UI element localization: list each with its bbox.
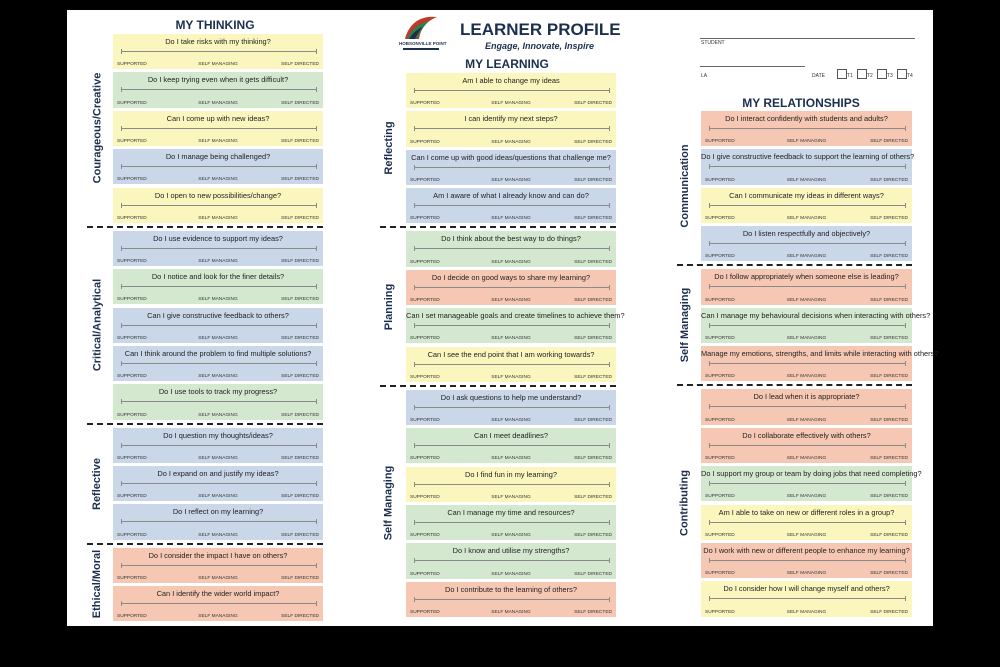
section-divider (87, 226, 323, 228)
rating-scale-line[interactable] (709, 598, 906, 599)
scale-label-self-managing: SELF MANAGING (786, 335, 827, 341)
rubric-item-my-relationships-0-3[interactable] (701, 226, 912, 261)
scale-label-self-directed: SELF DIRECTED (281, 412, 319, 418)
question-text: Can I see the end point that I am working towards? (427, 349, 595, 359)
scale-label-supported: SUPPORTED (117, 138, 147, 144)
rubric-item-my-learning-1-1[interactable] (406, 270, 616, 305)
scale-label-self-directed: SELF DIRECTED (870, 374, 908, 380)
rating-scale-line[interactable] (709, 445, 906, 446)
scale-label-self-directed: SELF DIRECTED (574, 456, 612, 462)
scale-label-self-managing: SELF MANAGING (786, 139, 827, 145)
rubric-item-my-thinking-0-4[interactable] (113, 188, 323, 223)
rubric-item-my-relationships-2-5[interactable] (701, 581, 912, 616)
question-text: Do I decide on good ways to share my learning? (431, 272, 591, 282)
question-text: Manage my emotions, strengths, and limits while interacting with others? (701, 349, 939, 359)
rating-scale-line[interactable] (709, 560, 906, 561)
scale-label-self-directed: SELF DIRECTED (281, 374, 319, 380)
scale-label-self-directed: SELF DIRECTED (574, 494, 612, 500)
question-text: Can I communicate my ideas in different ways? (729, 190, 884, 200)
rating-scale-line[interactable] (121, 128, 317, 129)
scale-label-supported: SUPPORTED (705, 139, 735, 145)
scale-label-self-managing: SELF MANAGING (786, 532, 827, 538)
section-label-ethical-moral: Ethical/Moral (91, 550, 103, 619)
question-text: Do I think about the best way to do things? (441, 234, 581, 244)
section-divider (87, 423, 323, 425)
scale-label-self-managing: SELF MANAGING (198, 614, 238, 620)
scale-label-self-managing: SELF MANAGING (198, 494, 238, 500)
rubric-item-my-relationships-0-0[interactable] (701, 111, 912, 146)
question-text: Do I contribute to the learning of others? (445, 584, 577, 594)
section-divider (380, 385, 616, 387)
section-divider (380, 226, 616, 228)
question-text: Can I think around the problem to find multiple solutions? (124, 349, 312, 358)
scale-label-self-managing: SELF MANAGING (198, 62, 238, 68)
scale-label-supported: SUPPORTED (410, 494, 440, 500)
scale-label-self-managing: SELF MANAGING (786, 254, 827, 260)
rubric-item-my-thinking-0-1[interactable] (113, 72, 323, 107)
scale-label-self-managing: SELF MANAGING (491, 177, 531, 183)
scale-label-self-directed: SELF DIRECTED (574, 259, 612, 265)
scale-label-self-directed: SELF DIRECTED (870, 609, 908, 615)
scale-label-supported: SUPPORTED (117, 614, 147, 620)
scale-label-self-managing: SELF MANAGING (786, 494, 827, 500)
rating-scale-line[interactable] (414, 90, 610, 91)
scale-label-self-directed: SELF DIRECTED (281, 177, 319, 183)
scale-label-supported: SUPPORTED (117, 215, 147, 221)
rating-scale-line[interactable] (414, 128, 610, 129)
scale-label-self-directed: SELF DIRECTED (281, 62, 319, 68)
scale-label-supported: SUPPORTED (117, 575, 147, 581)
scale-label-self-directed: SELF DIRECTED (281, 100, 319, 106)
scale-label-supported: SUPPORTED (117, 374, 147, 380)
rubric-item-my-learning-1-0[interactable] (406, 231, 616, 266)
scale-label-self-managing: SELF MANAGING (491, 259, 531, 265)
scale-label-supported: SUPPORTED (705, 532, 735, 538)
column-title-my-learning: MY LEARNING (465, 57, 549, 71)
la-line[interactable] (700, 66, 805, 67)
scale-label-self-managing: SELF MANAGING (491, 336, 531, 342)
column-title-my-relationships: MY RELATIONSHIPS (742, 96, 860, 110)
scale-label-self-managing: SELF MANAGING (198, 297, 238, 303)
question-text: Do I notice and look for the finer details? (151, 272, 285, 282)
question-text: Can I meet deadlines? (474, 431, 548, 441)
scale-label-self-managing: SELF MANAGING (491, 297, 531, 303)
scale-label-self-directed: SELF DIRECTED (281, 138, 319, 144)
scale-label-supported: SUPPORTED (410, 609, 440, 615)
logo-bird-icon (403, 13, 439, 43)
term-4-label: T4 (907, 73, 913, 79)
rating-scale-line[interactable] (709, 325, 906, 326)
rating-scale-line[interactable] (414, 599, 610, 600)
rating-scale-line[interactable] (709, 406, 906, 407)
scale-label-self-managing: SELF MANAGING (491, 216, 531, 222)
term-4-checkbox[interactable] (897, 69, 907, 79)
question-text: Do I use evidence to support my ideas? (153, 233, 283, 243)
rating-scale-line[interactable] (414, 484, 610, 485)
scale-label-self-managing: SELF MANAGING (198, 177, 238, 183)
scale-label-self-managing: SELF MANAGING (786, 609, 827, 615)
question-text: Do I keep trying even when it gets difficult? (147, 75, 289, 85)
question-text: Do I find fun in my learning? (464, 469, 558, 479)
rating-scale-line[interactable] (709, 286, 906, 287)
rating-scale-line[interactable] (121, 89, 317, 90)
rating-scale-line[interactable] (121, 445, 317, 446)
question-text: I can identify my next steps? (464, 114, 558, 124)
question-text: Can I come up with new ideas? (166, 113, 270, 123)
scale-label-self-managing: SELF MANAGING (198, 532, 238, 538)
scale-label-supported: SUPPORTED (410, 374, 440, 380)
rating-scale-line[interactable] (709, 522, 906, 523)
section-divider (677, 264, 912, 266)
question-text: Do I work with new or different people to enhance my learning? (703, 546, 910, 555)
scale-label-supported: SUPPORTED (117, 335, 147, 341)
scale-label-supported: SUPPORTED (410, 417, 440, 423)
term-1-checkbox[interactable] (837, 69, 847, 79)
page-subtitle: Engage, Innovate, Inspire (485, 41, 595, 51)
scale-label-self-directed: SELF DIRECTED (281, 335, 319, 341)
question-text: Can I manage my time and resources? (447, 508, 575, 517)
scale-label-self-directed: SELF DIRECTED (870, 532, 908, 538)
scale-label-supported: SUPPORTED (410, 456, 440, 462)
rubric-item-my-thinking-2-0[interactable] (113, 428, 323, 463)
scale-label-self-directed: SELF DIRECTED (281, 215, 319, 221)
question-text: Do I lead when it is appropriate? (753, 392, 860, 402)
scale-label-supported: SUPPORTED (705, 374, 735, 380)
rating-scale-line[interactable] (121, 565, 317, 566)
scale-label-supported: SUPPORTED (410, 177, 440, 183)
question-text: Can I give constructive feedback to others? (147, 310, 289, 320)
date-label: DATE (812, 73, 825, 79)
scale-label-supported: SUPPORTED (410, 336, 440, 342)
rubric-item-my-relationships-2-0[interactable] (701, 389, 912, 424)
scale-label-self-directed: SELF DIRECTED (574, 571, 612, 577)
scale-label-self-managing: SELF MANAGING (491, 456, 531, 462)
scale-label-self-managing: SELF MANAGING (786, 571, 827, 577)
scale-label-self-directed: SELF DIRECTED (281, 494, 319, 500)
rating-scale-line[interactable] (121, 205, 317, 206)
scale-label-self-managing: SELF MANAGING (786, 297, 827, 303)
rubric-item-my-thinking-1-0[interactable] (113, 231, 323, 266)
scale-label-supported: SUPPORTED (705, 417, 735, 423)
rating-scale-line[interactable] (709, 483, 906, 484)
scale-label-self-directed: SELF DIRECTED (281, 258, 319, 264)
question-text: Do I support my group or team by doing jobs that need completing? (701, 469, 922, 479)
question-text: Do I ask questions to help me understand? (440, 392, 582, 402)
scale-label-self-directed: SELF DIRECTED (281, 614, 319, 620)
scale-label-self-directed: SELF DIRECTED (870, 571, 908, 577)
scale-label-self-directed: SELF DIRECTED (281, 532, 319, 538)
rating-scale-line[interactable] (121, 603, 317, 604)
scale-label-self-directed: SELF DIRECTED (574, 101, 612, 107)
scale-label-self-managing: SELF MANAGING (198, 412, 238, 418)
scale-label-self-directed: SELF DIRECTED (574, 417, 612, 423)
scale-label-self-managing: SELF MANAGING (198, 138, 238, 144)
term-2-label: T2 (867, 73, 873, 79)
scale-label-self-directed: SELF DIRECTED (574, 533, 612, 539)
scale-label-supported: SUPPORTED (410, 101, 440, 107)
scale-label-supported: SUPPORTED (117, 532, 147, 538)
question-text: Do I listen respectfully and objectively? (742, 229, 871, 239)
section-label-self-managing: Self Managing (679, 288, 691, 363)
question-text: Do I consider how I will change myself and others? (723, 584, 890, 594)
term-3-checkbox[interactable] (877, 69, 887, 79)
scale-label-self-managing: SELF MANAGING (491, 533, 531, 539)
rubric-item-my-learning-2-4[interactable] (406, 543, 616, 578)
scale-label-self-managing: SELF MANAGING (198, 575, 238, 581)
question-text: Can I come up with good ideas/questions that challenge me? (411, 152, 611, 162)
scale-label-supported: SUPPORTED (117, 297, 147, 303)
scale-label-self-directed: SELF DIRECTED (574, 374, 612, 380)
rubric-item-my-learning-2-2[interactable] (406, 467, 616, 502)
question-text: Do I take risks with my thinking? (165, 37, 271, 46)
scale-label-self-managing: SELF MANAGING (491, 494, 531, 500)
question-text: Can I identify the wider world impact? (156, 589, 280, 598)
question-text: Do I consider the impact I have on others? (148, 550, 288, 560)
rating-scale-line[interactable] (414, 445, 610, 446)
section-divider (677, 384, 912, 386)
rating-scale-line[interactable] (121, 363, 317, 364)
scale-label-self-directed: SELF DIRECTED (281, 297, 319, 303)
section-label-reflective: Reflective (91, 457, 103, 510)
scale-label-self-directed: SELF DIRECTED (870, 494, 908, 500)
scale-label-self-managing: SELF MANAGING (786, 177, 827, 183)
school-logo (399, 13, 447, 51)
page-title: LEARNER PROFILE (460, 20, 621, 39)
rubric-item-my-learning-0-1[interactable] (406, 111, 616, 146)
scale-label-supported: SUPPORTED (117, 494, 147, 500)
rating-scale-line[interactable] (709, 128, 906, 129)
scale-label-supported: SUPPORTED (117, 100, 147, 106)
rating-scale-line[interactable] (414, 167, 610, 168)
scale-label-supported: SUPPORTED (705, 335, 735, 341)
rating-scale-line[interactable] (121, 248, 317, 249)
rubric-item-my-relationships-0-2[interactable] (701, 188, 912, 223)
rubric-item-my-thinking-1-3[interactable] (113, 346, 323, 381)
scale-label-self-managing: SELF MANAGING (786, 455, 827, 461)
scale-label-self-directed: SELF DIRECTED (870, 335, 908, 341)
term-3-label: T3 (887, 73, 893, 79)
scale-label-self-managing: SELF MANAGING (491, 374, 531, 380)
rating-scale-line[interactable] (414, 287, 610, 288)
rating-scale-line[interactable] (709, 205, 906, 206)
scale-label-supported: SUPPORTED (705, 609, 735, 615)
rating-scale-line[interactable] (121, 286, 317, 287)
logo-text: HOBSONVILLE POINT (399, 41, 447, 46)
rubric-item-my-relationships-1-0[interactable] (701, 269, 912, 304)
scale-label-self-directed: SELF DIRECTED (870, 417, 908, 423)
rating-scale-line[interactable] (121, 325, 317, 326)
scale-label-supported: SUPPORTED (705, 455, 735, 461)
rating-scale-line[interactable] (414, 407, 610, 408)
scale-label-supported: SUPPORTED (410, 533, 440, 539)
rating-scale-line[interactable] (414, 364, 610, 365)
section-label-self-managing: Self Managing (382, 466, 395, 541)
scale-label-self-directed: SELF DIRECTED (574, 177, 612, 183)
rubric-item-my-learning-2-0[interactable] (406, 390, 616, 425)
rubric-item-my-learning-0-0[interactable] (406, 73, 616, 108)
rubric-item-my-relationships-2-1[interactable] (701, 428, 912, 463)
scale-label-self-managing: SELF MANAGING (198, 335, 238, 341)
scale-label-supported: SUPPORTED (705, 254, 735, 260)
scale-label-self-managing: SELF MANAGING (198, 455, 238, 461)
scale-label-self-directed: SELF DIRECTED (870, 139, 908, 145)
scale-label-self-directed: SELF DIRECTED (574, 139, 612, 145)
scale-label-supported: SUPPORTED (410, 259, 440, 265)
scale-label-self-directed: SELF DIRECTED (281, 575, 319, 581)
scale-label-self-directed: SELF DIRECTED (574, 336, 612, 342)
scale-label-self-directed: SELF DIRECTED (574, 216, 612, 222)
question-text: Do I expand on and justify my ideas? (157, 469, 279, 478)
scale-label-self-managing: SELF MANAGING (198, 374, 238, 380)
scale-label-self-managing: SELF MANAGING (491, 571, 531, 577)
rubric-item-my-learning-2-5[interactable] (406, 582, 616, 617)
rubric-item-my-thinking-3-1[interactable] (113, 586, 323, 621)
question-text: Am I able to change my ideas (462, 76, 560, 85)
question-text: Do I question my thoughts/ideas? (163, 430, 273, 440)
scale-label-self-managing: SELF MANAGING (198, 258, 238, 264)
rubric-item-my-thinking-1-2[interactable] (113, 308, 323, 343)
scale-label-supported: SUPPORTED (705, 494, 735, 500)
scale-label-supported: SUPPORTED (117, 258, 147, 264)
rating-scale-line[interactable] (709, 243, 906, 244)
rating-scale-line[interactable] (709, 166, 906, 167)
rubric-item-my-thinking-1-4[interactable] (113, 384, 323, 419)
section-label-planning: Planning (382, 283, 395, 330)
question-text: Do I follow appropriately when someone else is leading? (714, 272, 899, 282)
scale-label-self-directed: SELF DIRECTED (870, 455, 908, 461)
section-label-critical-analytical: Critical/Analytical (91, 279, 104, 372)
scale-label-self-directed: SELF DIRECTED (870, 297, 908, 303)
question-text: Can I manage my behavioural decisions when interacting with others? (701, 310, 931, 320)
scale-label-supported: SUPPORTED (410, 297, 440, 303)
scale-label-self-directed: SELF DIRECTED (870, 215, 908, 221)
rubric-item-my-relationships-1-1[interactable] (701, 308, 931, 343)
term-2-checkbox[interactable] (857, 69, 867, 79)
scale-label-self-directed: SELF DIRECTED (870, 254, 908, 260)
rating-scale-line[interactable] (414, 560, 610, 561)
rubric-item-my-thinking-3-0[interactable] (113, 548, 323, 583)
scale-label-self-managing: SELF MANAGING (198, 215, 238, 221)
scale-label-self-directed: SELF DIRECTED (281, 455, 319, 461)
rating-scale-line[interactable] (121, 401, 317, 402)
rubric-item-my-thinking-0-2[interactable] (113, 111, 323, 146)
rating-scale-line[interactable] (414, 325, 610, 326)
scale-label-supported: SUPPORTED (410, 571, 440, 577)
term-1-label: T1 (847, 73, 853, 79)
rating-scale-line[interactable] (414, 205, 610, 206)
rubric-item-my-thinking-0-3[interactable] (113, 149, 323, 184)
scale-label-supported: SUPPORTED (705, 177, 735, 183)
rubric-item-my-relationships-2-3[interactable] (701, 505, 912, 540)
student-line[interactable] (700, 38, 915, 39)
rubric-item-my-relationships-2-4[interactable] (701, 543, 912, 578)
rubric-item-my-learning-2-3[interactable] (406, 505, 616, 540)
scale-label-self-managing: SELF MANAGING (786, 417, 827, 423)
student-label: STUDENT (701, 40, 725, 46)
scale-label-supported: SUPPORTED (117, 177, 147, 183)
scale-label-supported: SUPPORTED (117, 62, 147, 68)
question-text: Do I know and utilise my strengths? (452, 546, 570, 556)
scale-label-self-managing: SELF MANAGING (786, 215, 827, 221)
rating-scale-line[interactable] (414, 248, 610, 249)
rating-scale-line[interactable] (121, 166, 317, 167)
scale-label-self-directed: SELF DIRECTED (574, 297, 612, 303)
scale-label-self-directed: SELF DIRECTED (574, 609, 612, 615)
question-text: Am I aware of what I already know and can do? (433, 191, 589, 201)
rating-scale-line[interactable] (709, 363, 906, 364)
rubric-item-my-learning-1-2[interactable] (406, 308, 625, 343)
rating-scale-line[interactable] (121, 521, 317, 522)
scale-label-supported: SUPPORTED (705, 571, 735, 577)
rubric-item-my-thinking-2-1[interactable] (113, 466, 323, 501)
rubric-item-my-learning-2-1[interactable] (406, 428, 616, 463)
question-text: Do I interact confidently with students and adults? (725, 114, 888, 123)
rubric-item-my-thinking-2-2[interactable] (113, 504, 323, 539)
rating-scale-line[interactable] (414, 522, 610, 523)
rubric-item-my-learning-0-2[interactable] (406, 150, 616, 185)
scale-label-supported: SUPPORTED (117, 412, 147, 418)
scale-label-self-managing: SELF MANAGING (491, 101, 531, 107)
rubric-item-my-learning-1-3[interactable] (406, 347, 616, 382)
scale-label-supported: SUPPORTED (410, 216, 440, 222)
scale-label-self-managing: SELF MANAGING (491, 417, 531, 423)
question-text: Can I set manageable goals and create timelines to achieve them? (406, 311, 625, 321)
rubric-item-my-relationships-2-2[interactable] (701, 466, 922, 501)
learner-profile-sheet (67, 10, 939, 626)
section-label-contributing: Contributing (678, 470, 691, 536)
section-label-courageous-creative: Courageous/Creative (91, 73, 104, 184)
scale-label-self-directed: SELF DIRECTED (870, 177, 908, 183)
rating-scale-line[interactable] (121, 51, 317, 52)
scale-label-supported: SUPPORTED (705, 297, 735, 303)
scale-label-supported: SUPPORTED (410, 139, 440, 145)
section-label-reflecting: Reflecting (382, 121, 395, 175)
question-text: Do I use tools to track my progress? (158, 387, 278, 397)
rubric-item-my-relationships-0-1[interactable] (701, 149, 915, 184)
rubric-item-my-learning-0-3[interactable] (406, 188, 616, 223)
rubric-item-my-thinking-0-0[interactable] (113, 34, 323, 69)
scale-label-self-managing: SELF MANAGING (491, 609, 531, 615)
question-text: Do I collaborate effectively with others? (742, 430, 871, 440)
rubric-item-my-relationships-1-2[interactable] (701, 346, 939, 381)
rubric-item-my-thinking-1-1[interactable] (113, 269, 323, 304)
question-text: Do I open to new possibilities/change? (154, 190, 282, 200)
section-label-communication: Communication (678, 144, 691, 228)
rating-scale-line[interactable] (121, 483, 317, 484)
column-title-my-thinking: MY THINKING (175, 18, 255, 32)
question-text: Do I give constructive feedback to support the learning of others? (701, 152, 915, 162)
logo-bar (403, 48, 439, 50)
scale-label-self-managing: SELF MANAGING (198, 100, 238, 106)
scale-label-self-managing: SELF MANAGING (786, 374, 827, 380)
question-text: Am I able to take on new or different roles in a group? (718, 507, 895, 517)
question-text: Do I manage being challenged? (165, 152, 271, 162)
la-label: LA (701, 73, 708, 79)
section-divider (87, 543, 323, 545)
scale-label-self-managing: SELF MANAGING (491, 139, 531, 145)
scale-label-supported: SUPPORTED (705, 215, 735, 221)
question-text: Do I reflect on my learning? (172, 507, 264, 517)
scale-label-supported: SUPPORTED (117, 455, 147, 461)
